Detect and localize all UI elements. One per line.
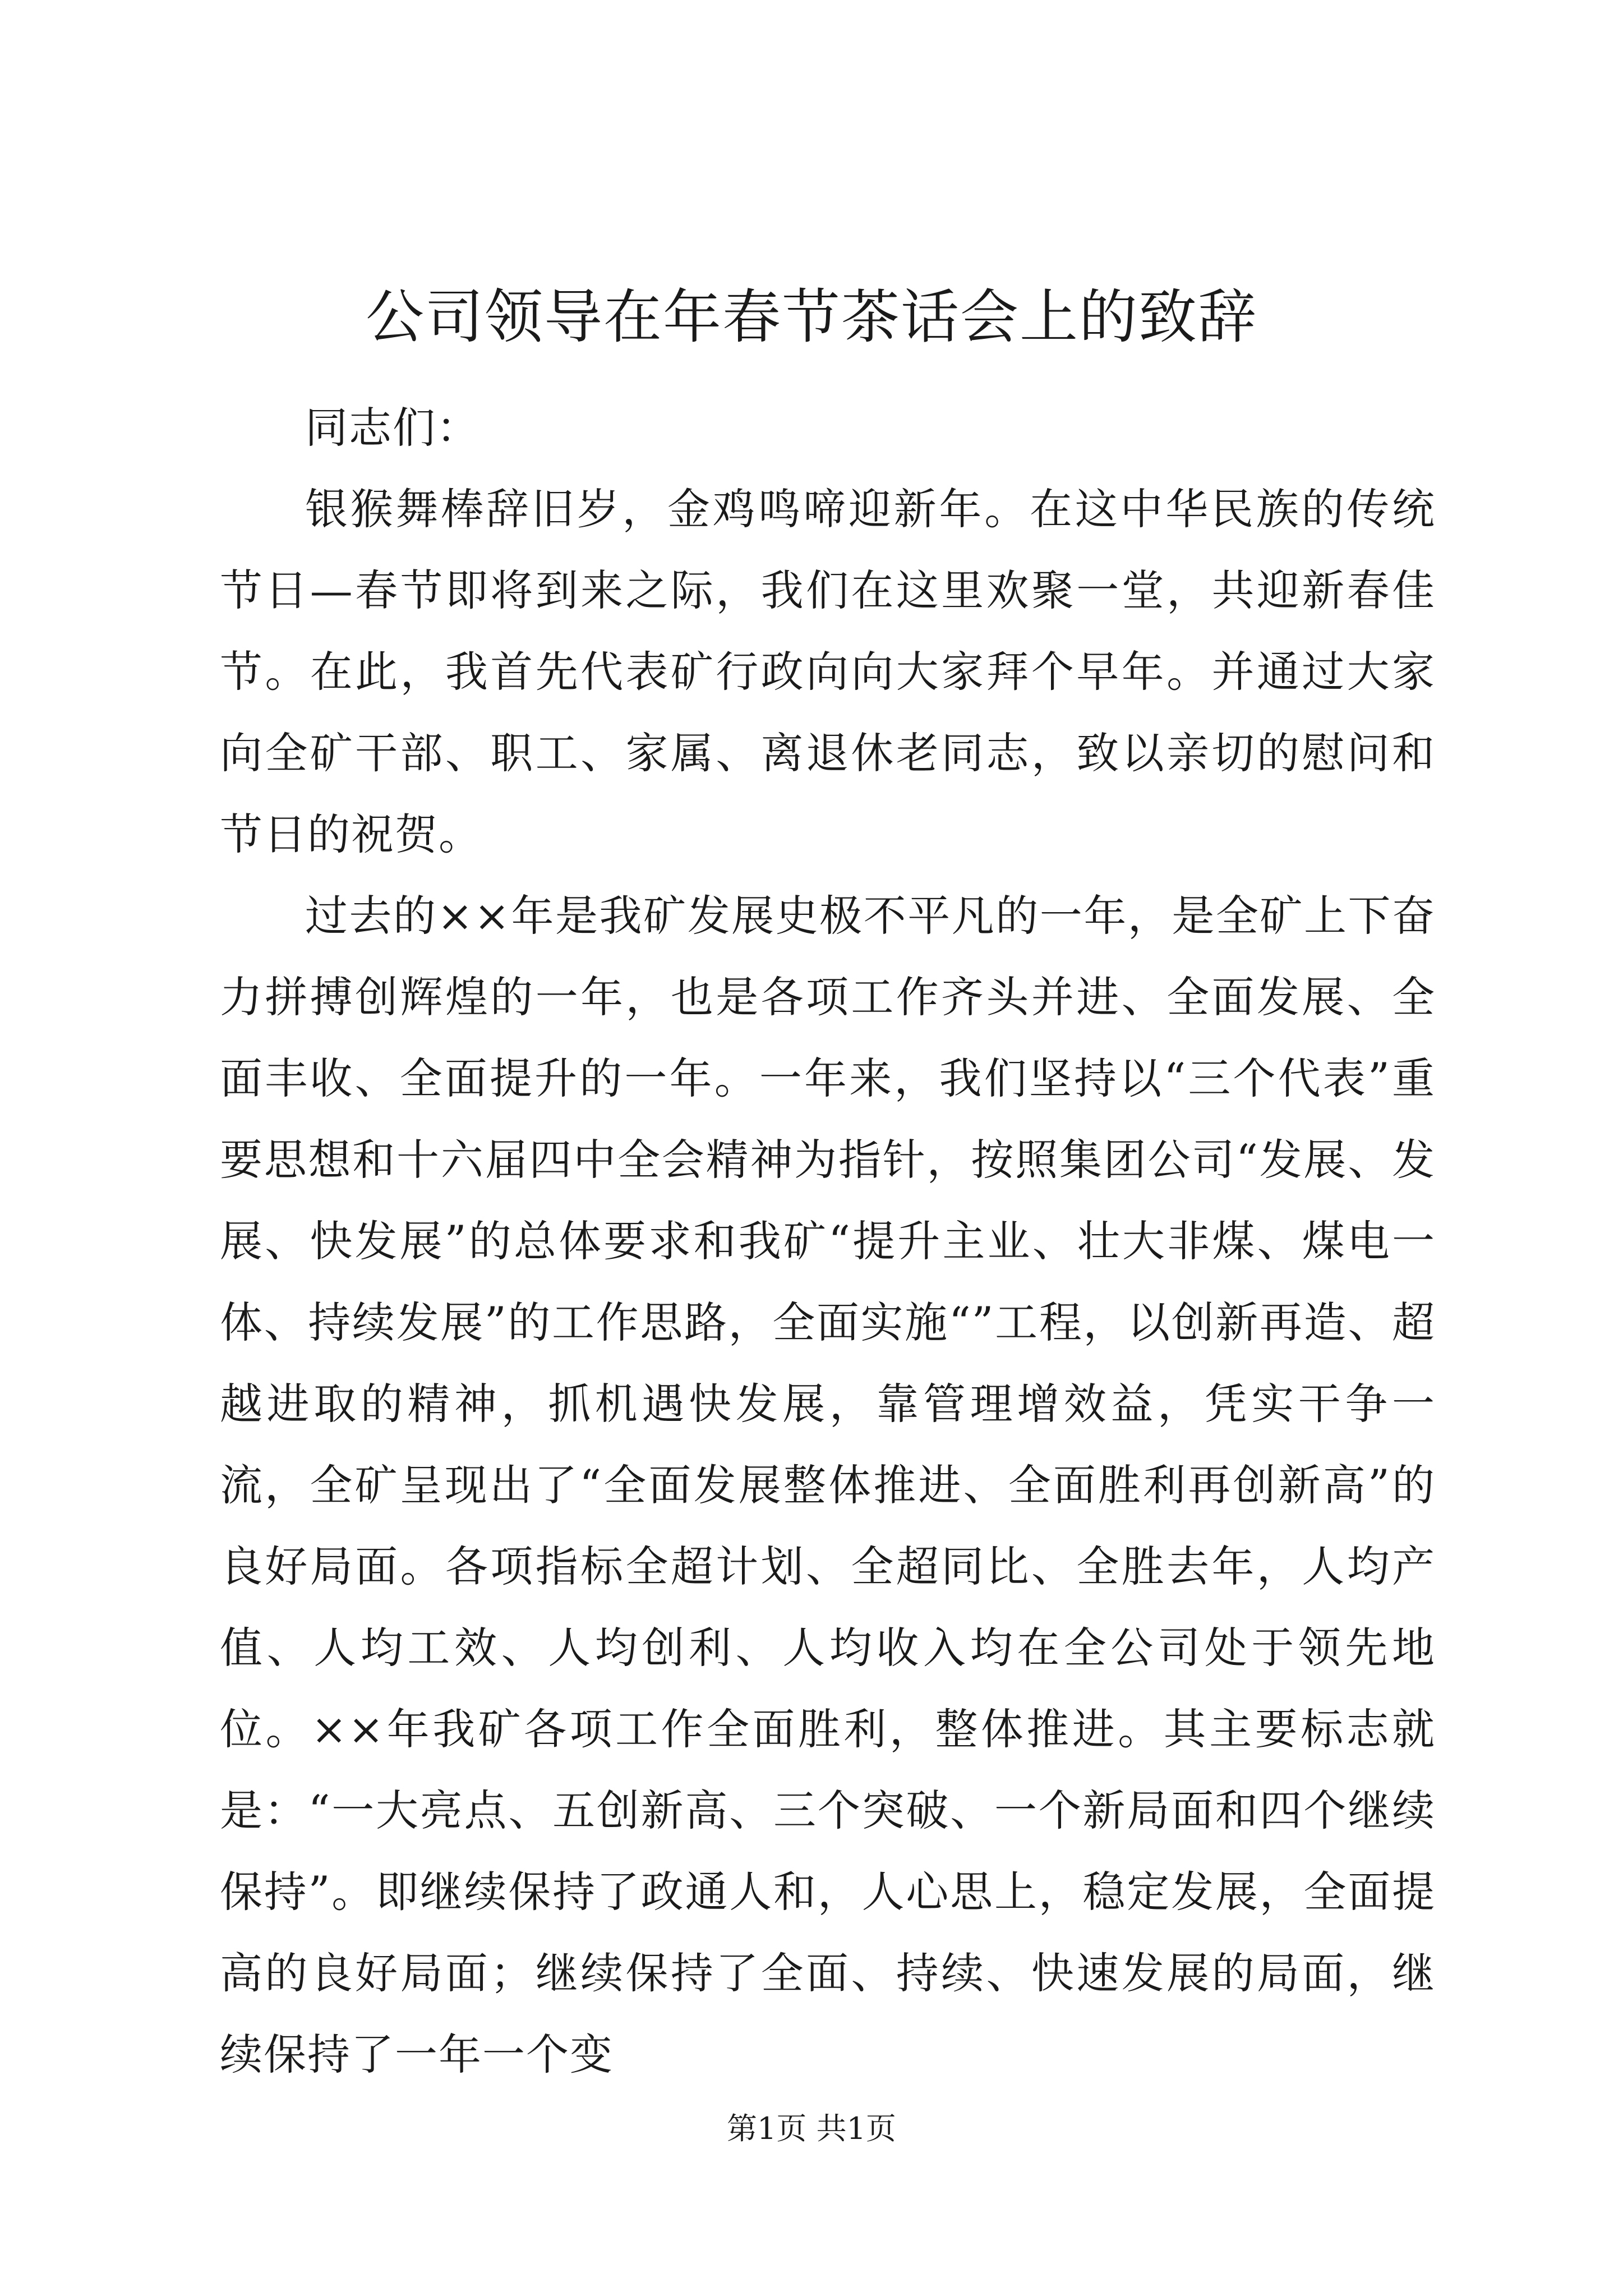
paragraph-1: 银猴舞棒辞旧岁，金鸡鸣啼迎新年。在这中华民族的传统节日—春节即将到来之际，我们在这里欢聚一堂，共迎新春佳节。在此，我首先代表矿行政向向大家拜个早年。并通过大家向全矿干部、职工、家属、离退休老同志，致以亲切的慰问和节日的祝贺。 — [220, 484, 1436, 859]
document-title: 公司领导在年春节茶话会上的致辞 — [365, 283, 1257, 351]
page-footer: 第1页 共1页 — [727, 2111, 896, 2146]
salutation: 同志们： — [305, 403, 480, 453]
paragraph-2: 过去的××年是我矿发展史极不平凡的一年，是全矿上下奋力拼搏创辉煌的一年，也是各项工作齐头并进、全面发展、全面丰收、全面提升的一年。一年来，我们坚持以“三个代表”重要思想和十六届四中全会精神为指针，按照集团公司“发展、发展、快发展”的总体要求和我矿“提升主业、壮大非煤、煤电一体、持续发展”的工作思路，全面实施“”工程，以创新再造、超越进取的精神，抓机遇快发展，靠管理增效益，凭实干争一流，全矿呈现出了“全面发展整体推进、全面胜利再创新高”的良好局面。各项指标全超计划、全超同比、全胜去年，人均产值、人均工效、人均创利、人均收入均在全公司处于领先地位。××年我矿各项工作全面胜利，整体推进。其主要标志就是：“一大亮点、五创新高、三个突破、一个新局面和四个继续保持”。即继续保持了政通人和，人心思上，稳定发展，全面提高的良好局面；继续保持了全面、持续、快速发展的局面，继续保持了一年一个变 — [220, 891, 1436, 2079]
document-body — [220, 387, 1436, 2095]
